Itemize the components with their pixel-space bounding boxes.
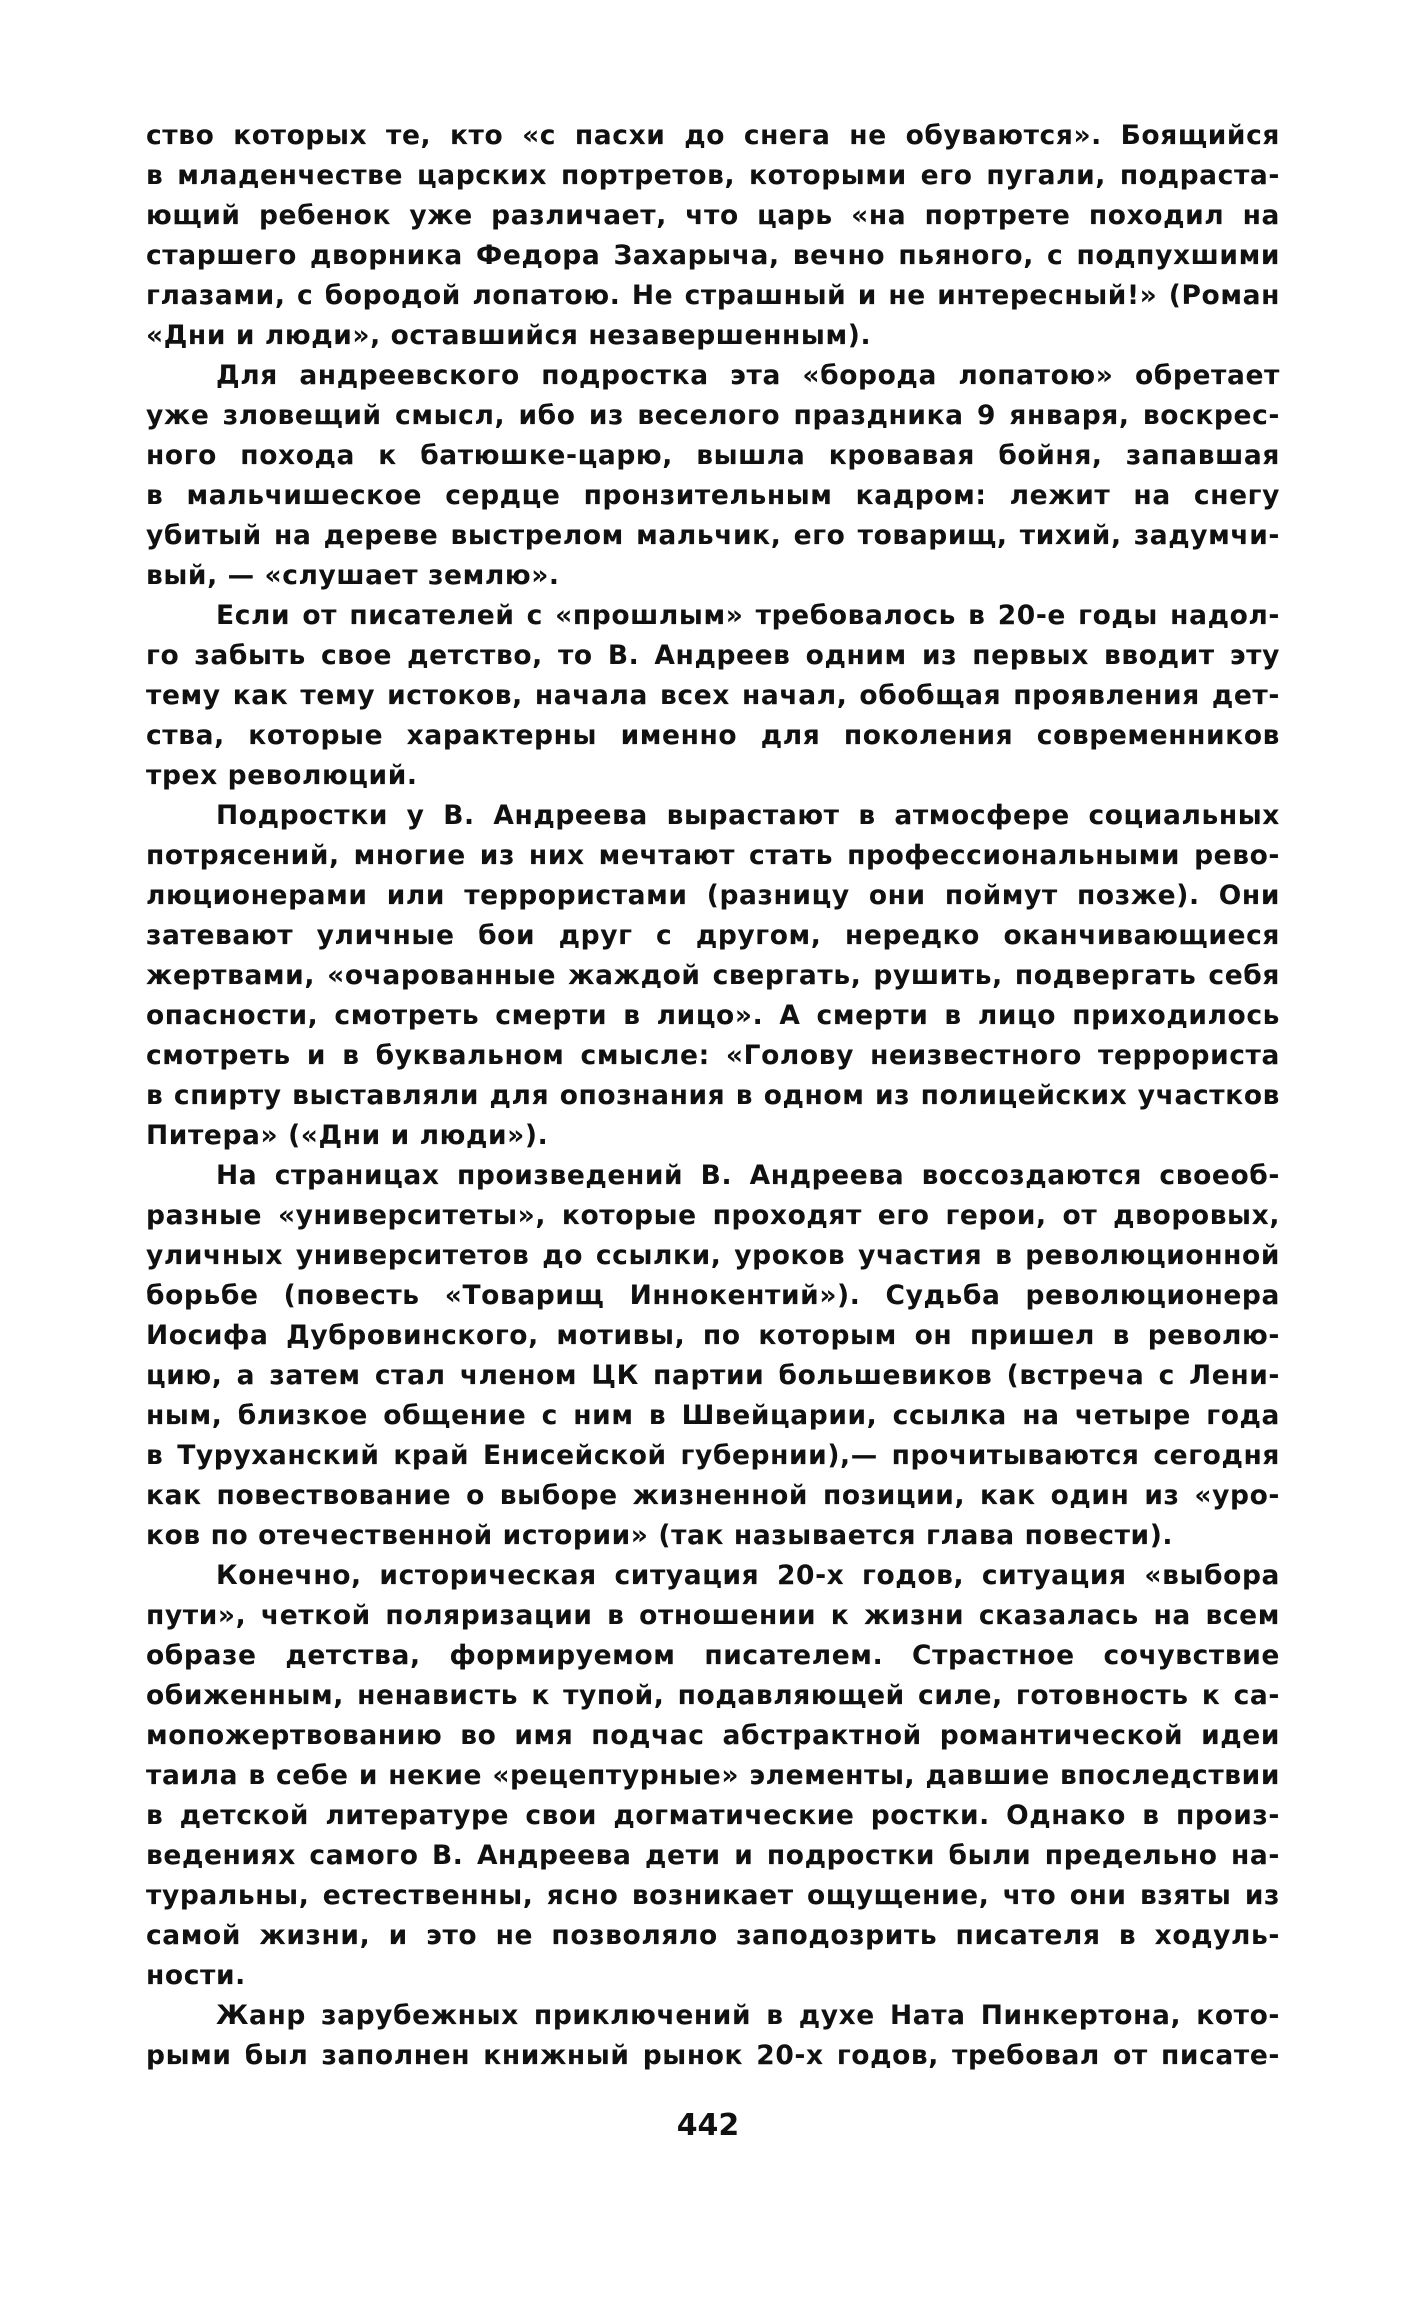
text-line: цию, а затем стал членом ЦК партии большевиков (встреча с Лени- [146,1360,1280,1391]
text-line: таила в себе и некие «рецептурные» элементы, давшие впоследствии [146,1760,1280,1791]
text-line: опасности, смотреть смерти в лицо». А смерти в лицо приходилось [146,1000,1280,1031]
text-line: уже зловещий смысл, ибо из веселого праздника 9 января, воскрес- [146,400,1280,431]
text-line: обиженным, ненависть к тупой, подавляющей силе, готовность к са- [146,1680,1280,1711]
paragraph [146,796,1280,1156]
text-line: На страницах произведений В. Андреева воссоздаются своеоб- [216,1160,1280,1191]
text-line: ства, которые характерны именно для поколения современников [146,720,1280,751]
paragraph [146,1156,1280,1556]
text-line: ности. [146,1960,246,1991]
text-line: Питера» («Дни и люди»). [146,1120,549,1151]
text-line: Конечно, историческая ситуация 20-х годов, ситуация «выбора [216,1560,1280,1591]
text-line: в младенчестве царских портретов, которыми его пугали, подраста- [146,160,1280,191]
paragraph [146,116,1280,356]
paragraph [146,1996,1280,2076]
text-line: в Туруханский край Енисейской губернии),— прочитываются сегодня [146,1440,1280,1471]
text-line: в мальчишеское сердце пронзительным кадром: лежит на снегу [146,480,1280,511]
text-line: мопожертвованию во имя подчас абстрактной романтической идеи [146,1720,1280,1751]
text-line: Подростки у В. Андреева вырастают в атмосфере социальных [216,800,1280,831]
text-line: образе детства, формируемом писателем. Страстное сочувствие [146,1640,1280,1671]
text-line: вый, — «слушает землю». [146,560,560,591]
text-line: борьбе (повесть «Товарищ Иннокентий»). Судьба революционера [146,1280,1280,1311]
text-line: уличных университетов до ссылки, уроков участия в революционной [146,1240,1280,1271]
text-line: глазами, с бородой лопатою. Не страшный и не интересный!» (Роман [146,280,1280,311]
text-line: ного похода к батюшке-царю, вышла кровавая бойня, запавшая [146,440,1280,471]
text-line: ство которых те, кто «с пасхи до снега не обуваются». Боящийся [146,120,1280,151]
text-line: старшего дворника Федора Захарыча, вечно пьяного, с подпухшими [146,240,1280,271]
page-text [146,116,1280,2076]
text-line: трех революций. [146,760,418,791]
text-line: рыми был заполнен книжный рынок 20-х годов, требовал от писате- [146,2040,1280,2071]
page-number: 442 [676,2108,740,2143]
text-line: туральны, естественны, ясно возникает ощущение, что они взяты из [146,1880,1280,1911]
text-line: потрясений, многие из них мечтают стать профессиональными рево- [146,840,1280,871]
text-line: Иосифа Дубровинского, мотивы, по которым он пришел в револю- [146,1320,1280,1351]
text-line: смотреть и в буквальном смысле: «Голову неизвестного террориста [146,1040,1280,1071]
text-line: ков по отечественной истории» (так называется глава повести). [146,1520,1174,1551]
text-line: «Дни и люди», оставшийся незавершенным). [146,320,872,351]
text-line: тему как тему истоков, начала всех начал, обобщая проявления дет- [146,680,1280,711]
text-line: убитый на дереве выстрелом мальчик, его товарищ, тихий, задумчи- [146,520,1280,551]
text-line: ведениях самого В. Андреева дети и подростки были предельно на- [146,1840,1280,1871]
text-line: Для андреевского подростка эта «борода лопатою» обретает [216,360,1280,391]
text-line: го забыть свое детство, то В. Андреев одним из первых вводит эту [146,640,1280,671]
text-line: пути», четкой поляризации в отношении к жизни сказалась на всем [146,1600,1280,1631]
paragraph [146,1556,1280,1996]
text-line: разные «университеты», которые проходят его герои, от дворовых, [146,1200,1280,1231]
text-line: в детской литературе свои догматические ростки. Однако в произ- [146,1800,1280,1831]
paragraph [146,356,1280,596]
paragraph [146,596,1280,796]
text-line: ным, близкое общение с ним в Швейцарии, ссылка на четыре года [146,1400,1280,1431]
text-line: люционерами или террористами (разницу они поймут позже). Они [146,880,1280,911]
text-line: жертвами, «очарованные жаждой свергать, рушить, подвергать себя [146,960,1280,991]
text-line: затевают уличные бои друг с другом, нередко оканчивающиеся [146,920,1280,951]
text-line: Если от писателей с «прошлым» требовалось в 20-е годы надол- [216,600,1280,631]
text-line: Жанр зарубежных приключений в духе Ната Пинкертона, кото- [216,2000,1280,2031]
text-line: самой жизни, и это не позволяло заподозрить писателя в ходуль- [146,1920,1280,1951]
text-line: в спирту выставляли для опознания в одном из полицейских участков [146,1080,1280,1111]
text-line: ющий ребенок уже различает, что царь «на портрете походил на [146,200,1280,231]
text-line: как повествование о выборе жизненной позиции, как один из «уро- [146,1480,1280,1511]
